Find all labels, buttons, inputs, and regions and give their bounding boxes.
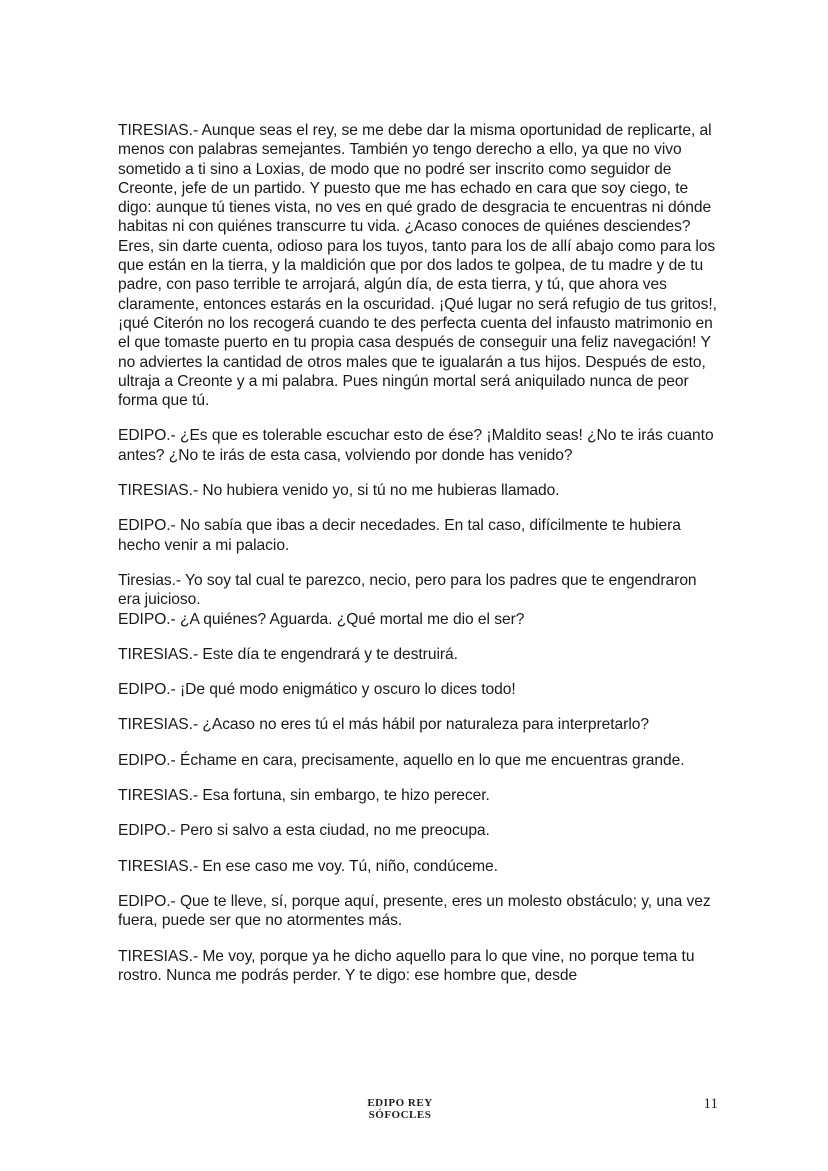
paragraph-edipo-3: EDIPO.- ¿A quiénes? Aguarda. ¿Qué mortal me dio el ser? (118, 610, 525, 628)
page-body (118, 121, 718, 1001)
paragraph-edipo-4: EDIPO.- ¡De qué modo enigmático y oscuro lo dices todo! (118, 681, 516, 699)
footer-title (330, 1097, 470, 1121)
paragraph-edipo-5: EDIPO.- Échame en cara, precisamente, aquello en lo que me encuentras grande. (118, 751, 685, 769)
paragraph-tiresias-7: TIRESIAS.- En ese caso me voy. Tú, niño, condúceme. (118, 857, 498, 875)
paragraph-edipo-6: EDIPO.- Pero si salvo a esta ciudad, no me preocupa. (118, 822, 490, 840)
page-number: 11 (703, 1096, 718, 1112)
paragraph-tiresias-6: TIRESIAS.- Esa fortuna, sin embargo, te hizo perecer. (118, 787, 490, 805)
paragraph-tiresias-8: TIRESIAS.- Me voy, porque ya he dicho aquello para lo que vine, no porque tema tu rostro. Nunca me podrás perder. Y te digo: ese hombre que, desde (118, 947, 695, 984)
footer-work-title: EDIPO REY (367, 1097, 433, 1109)
paragraph-tiresias-5: TIRESIAS.- ¿Acaso no eres tú el más hábil por naturaleza para interpretarlo? (118, 716, 649, 734)
paragraph-tiresias-1: TIRESIAS.- Aunque seas el rey, se me debe dar la misma oportunidad de replicarte, al menos con palabras semejantes. También yo tengo derecho a ello, ya que no vivo sometido a ti sino a Loxias, de modo que no podré ser inscrito como seguidor de Creonte, jefe de un partido. Y puesto que me has echado en cara que soy ciego, te digo: aunque tú tienes vista, no ves en qué grado de desgracia te encuentras ni dónde habitas ni con quiénes transcurre tu vida. ¿Acaso conoces de quiénes desciendes? Eres, sin darte cuenta, odioso para los tuyos, tanto para los de allí abajo como para los que están en la tierra, y la maldición que por dos lados te golpea, de tu madre y de tu padre, con paso terrible te arrojará, algún día, de esta tierra, y tú, que ahora ves claramente, entonces estarás en la oscuridad. ¡Qué lugar no será refugio de tus gritos!, ¡qué Citerón no los recogerá cuando te des perfecta cuenta del infausto matrimonio en el que tomaste puerto en tu propia casa después de conseguir una feliz navegación! Y no adviertes la cantidad de otros males que te igualarán a tus hijos. Después de esto, ultraja a Creonte y a mi palabra. Pues ningún mortal será aniquilado nunca de peor forma que tú. (118, 122, 717, 410)
paragraph-edipo-2: EDIPO.- No sabía que ibas a decir necedades. En tal caso, difícilmente te hubiera hecho venir a mi palacio. (118, 517, 681, 554)
paragraph-edipo-1: EDIPO.- ¿Es que es tolerable escuchar esto de ése? ¡Maldito seas! ¿No te irás cuanto antes? ¿No te irás de esta casa, volviendo por donde has venido? (118, 427, 714, 464)
paragraph-edipo-7: EDIPO.- Que te lleve, sí, porque aquí, presente, eres un molesto obstáculo; y, una vez fuera, puede ser que no atormentes más. (118, 892, 711, 930)
footer-author: SÓFOCLES (368, 1109, 432, 1121)
paragraph-tiresias-4: TIRESIAS.- Este día te engendrará y te destruirá. (118, 645, 458, 663)
paragraph-tiresias-2: TIRESIAS.- No hubiera venido yo, si tú no me hubieras llamado. (118, 482, 560, 500)
paragraph-tiresias-3: Tiresias.- Yo soy tal cual te parezco, necio, pero para los padres que te engendraron era juicioso. (118, 571, 697, 609)
